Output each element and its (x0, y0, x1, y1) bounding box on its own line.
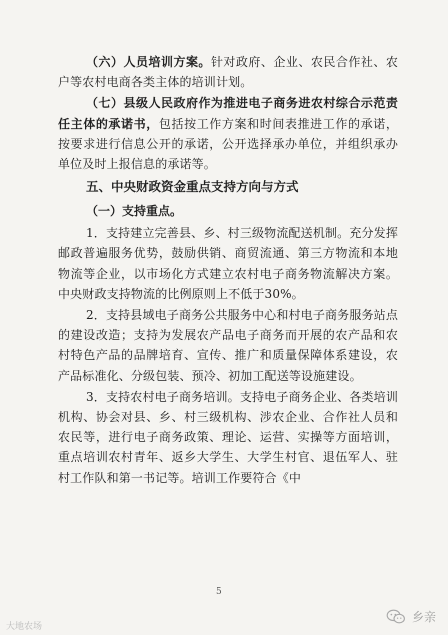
paragraph-training-plan (58, 52, 398, 92)
section-heading: 五、中央财政资金重点支持方向与方式 (86, 179, 299, 195)
watermark-logo-text: 大地农场 (6, 622, 43, 632)
account-name: 乡亲 (411, 610, 436, 624)
document-body (58, 52, 398, 488)
list-item-training: 3．支持农村电子商务培训。支持电子商务企业、各类培训机构、协会对县、乡、村三级机构、涉农企业、合作社人员和农民等，进行电子商务政策、理论、运营、实操等方面培训，重点培训农村青年、返乡大学生、大学生村官、退伍军人、驻村工作队和第一书记等。培训工作要符合《中 (58, 389, 398, 485)
subsection-label: （一）支持重点。 (86, 204, 183, 219)
wechat-icon (386, 609, 406, 625)
paragraph-text: 针对政府、企业、农民合作社、农户等农村电商各类主体的培训计划。 (58, 55, 398, 90)
paragraph-text: 包括按工作方案和时间表推进工作的承诺，按要求进行信息公开的承诺，公开选择承办单位，并组织承办单位及时上报信息的承诺等。 (58, 116, 398, 172)
list-item-service-center: 2．支持县域电子商务公共服务中心和村电子商务服务站点的建设改造；支持为发展农产品电子商务而开展的农产品和农村特色产品的品牌培育、宣传、推广和质量保障体系建设，农产品标准化、分级包装、预冷、初加工配送等设施建设。 (58, 308, 398, 383)
list-item-logistics: 1．支持建立完善县、乡、村三级物流配送机制。充分发挥邮政普遍服务优势，鼓励供销、商贸流通、第三方物流和本地物流等企业，以市场化方式建立农村电子商务物流解决方案。中央财政支持物流的比例原则上不低于30%。 (58, 226, 398, 301)
paragraph-label: （六）人员培训方案。 (86, 55, 211, 69)
paragraph-commitment (58, 93, 398, 174)
subsection-heading (58, 201, 398, 221)
paragraph-label: （七）县级人民政府作为推进电子商务进农村综合示范责任主体的承诺书， (58, 96, 398, 131)
watermark-account (386, 608, 436, 625)
page-number: 5 (216, 587, 222, 597)
